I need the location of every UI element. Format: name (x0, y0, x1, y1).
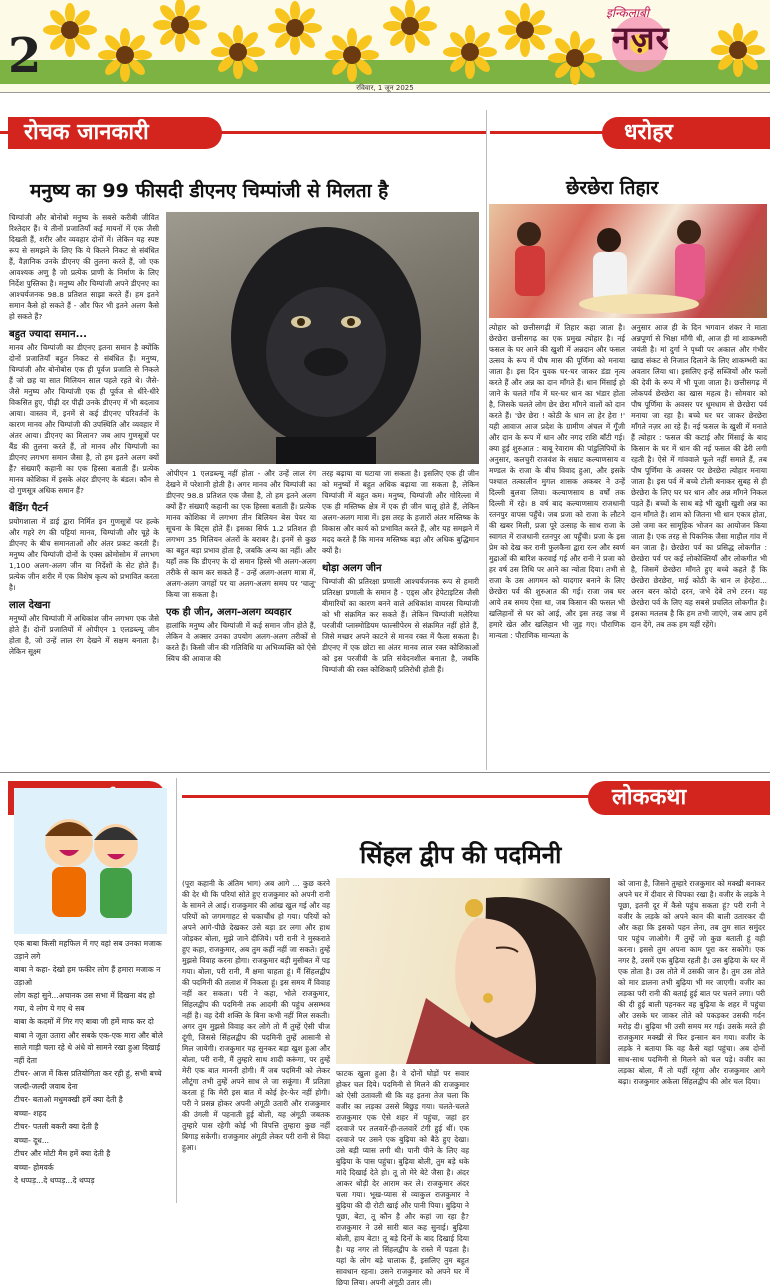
paragraph-col3-b: चिम्पांजी की प्रतिरक्षा प्रणाली आश्चर्यजनक रूप से हमारी प्रतिरक्षा प्रणाली के समान है - एड्स और हेपेटाइटिस जैसी बीमारियों का कारण बनने वाले अधिकांश वायरस चिम्पांजी को भी संक्रमित कर सकते हैं। लेकिन चिम्पांजी मलेरिया परजीवी प्लास्मोडियम फाल्सीपेरम से संक्रमित नहीं होते हैं, जिसे मच्छर अपने काटने से मानव रक्त में फैला सकता है। डीएनए में एक छोटा सा अंतर मानव लाल रक्त कोशिकाओं को इस परजीवी के प्रति संवेदनशील बनाता है, जबकि चिम्पांजी की रक्त कोशिकाएँ प्रतिरोधी होती हैं। (322, 577, 479, 674)
article-headline-chimp: मनुष्य का 99 फीसदी डीएनए चिम्पांजी से मिलता है (30, 180, 389, 202)
article-column-2 (166, 468, 316, 764)
joke-line: बच्चा- होमवर्क (14, 1162, 54, 1172)
story-column-1: (पूरा कहानी के अंतिम भाग) अब आगे ... कुछ करने की देर थी कि परियां सोते हुए राजकुमार को अपनी रानी के सामने ले आई। राजकुमार की आंख खुल गई और वह परियों को जगमगाहट से चकाचौंध हो गया। परियों को अपने आगे-पीछे देखकर उसे बड़ा डर लगा और हाथ जोड़कर बोला, मुझे जाने दीजिये। परी रानी ने मुस्कराते हुए कहा, राजकुमार, अब तुम कहीं नहीं जा सकते। तुम्हें मुझसे विवाह करना होगा। राजकुमार बड़ी मुसीबत में पड़ गया। बोला, परी रानी, मैं क्षमा चाहता हूं। मैं सिंहलद्वीप की पदमिनी की तलाश में निकला हूं। इस समय मैं विवाह नहीं कर सकता। परी ने कहा, भोले राजकुमार, सिंहलद्वीप की पदमिनी तक आदमी की पहुंच असम्भव नहीं है। वह देवी शक्ति के बिना कभी नहीं मिल सकती। अगर तुम मुझसे विवाह कर लोगे तो मैं तुम्हें ऐसी चीज दूंगी, जिससे सिंहलद्वीप की पदमिनी तुम्हें आसानी से मिल जायेगी। राजकुमार यह सुनकर बड़ा खुश हुआ और बोला, परी रानी, मैं तुम्हारे साथ शादी करूंगा, पर तुम्हें मेरी एक बात माननी होगी। मैं जब पदमिनी को लेकर लौटूंगा तभी तुम्हें अपने साथ ले जा सकूंगा। मैं प्रतिज्ञा करता हूं कि मेरी इस बात में कोई हेर-फेर नहीं होगी। परी ने प्रसन्न होकर अपनी अंगूठी उतारी और राजकुमार की उंगली में पहनाती हुई बोली, यह अंगूठी जबतक तुम्हारे पास रहेगी कोई भी विपत्ति तुम्हारा कुछ नहीं बिगाड़ सकेगी। राजकुमार अंगूठी लेकर परी रानी से विदा हुआ। (182, 879, 330, 1152)
brand-tagline: इन्किलाबी (606, 6, 649, 20)
story-headline: सिंहल द्वीप की पदमिनी (360, 841, 562, 869)
joke-line: बाबा ने कहा- देखो हम फकीर लोग हैं हमारा मजाक न उड़ाओ (14, 965, 161, 987)
section-ribbon-lokkatha: लोककथा (588, 781, 770, 815)
festival-photo (489, 204, 767, 318)
joke-line: बाबा के कदमों में गिर गए बाबा जी हमें माफ कर दो (14, 1017, 154, 1026)
joke-line: टीचर- पतली बकरी क्या देती है (14, 1122, 99, 1131)
padmini-painting (336, 878, 610, 1064)
joke-line: बच्चा- शहद (14, 1108, 47, 1118)
kids-cartoon (14, 788, 167, 934)
subhead-banding: बैंडिंग पैटर्न (9, 503, 49, 514)
brand-logo: नज़र (612, 19, 670, 57)
section-ribbon-dharohar: धरोहर (602, 117, 770, 149)
dharohar-column-2: अनुसार आज ही के दिन भगवान शंकर ने माता अन्नपूर्णा से भिक्षा माँगी थी, आज ही मां शाकम्भरी जयंती है। मां दुर्गा ने पृथ्वी पर अकाल और गंभीर खाद्य संकट से निजात दिलाने के लिए शाकम्भरी का अवतार लिया था। इसलिए इन्हें सब्जियों और फलों की देवी के रूप में भी पूजा जाता है। छत्तीसगढ़ में लोकपर्व छेरछेरा का खास महत्व है। सोमवार को पौष पूर्णिमा के अवसर पर धूमधाम से छेरछेरा पर्व मनाया जा रहा है। बच्चे घर घर जाकर छेरछेरा माँगते नज़र आ रहे हैं। नई फसल के खुशी में मनाते हैं त्योहार : फसल की कटाई और मिंसाई के बाद किसान के घर में धान की नई फसल की ढेरी लगी रहती है। ऐसे में गांववाले फूले नहीं समाते हैं, तब पौष पूर्णिमा के अवसर पर छेरछेरा त्योहार मनाया जाता है। इस पर्व में बच्चे टोली बनाकर सुबह से ही छेरछेरा के लिए घर घर धान और अन्न माँगने निकल पड़ते हैं। बच्चों के साथ बड़े भी खुशी खुशी अन्न का दान माँगते हैं। शाम को जितना भी धान एकत्र होता, उसे जमा कर सामूहिक भोजन का आयोजन किया जाता है। एक तरह से पिकनिक जैसा माहौल गांव में बन जाता है। छेरछेरा पर्व का प्रसिद्ध लोकगीत : छेरछेरा पर्व पर कई लोकोक्तियाँ और लोकगीत भी है, जिसमें छेरछेरा माँगते हुए बच्चे कहते हैं कि छेरछेरा छेरछेरा, माई कोठी के धान ल हेरहेरा... अरन बरन कोदो दरन, जभे देबे तभे टरन। यह छेरछेरा पर्व के लिए यह सबसे प्रचलित लोकगीत है। इसका मतलब है कि हम तभी जाएंगे, जब आप हमें दान देंगे, तब तक हम यहीं रहेंगे। (631, 323, 767, 629)
paragraph-lal: मनुष्यों और चिम्पांजी में अधिकांश जीन लगभग एक जैसे होते हैं। दोनों प्रजातियों में ओपीएन 1 एलडब्ल्यू जीन होता है, जो उन्हें लाल रंग देखने में सक्षम बनाता है। लेकिन सूक्ष्म (9, 614, 159, 656)
joke-line: लोग कहां सुने...अचानक उस सभा में दिखना बंद हो गया, ये लोग ये गए थे सब (14, 991, 155, 1013)
joke-line: एक बाबा किसी महफिल में गए वहां सब उनका मजाक उड़ाने लगे (14, 939, 162, 961)
dharohar-column-1: त्योहार को छत्तीसगढ़ी में तिहार कहा जाता है। छेरछेरा छत्तीसगढ़ का एक प्रमुख त्योहार है। नई फसल के घर आने की खुशी में अन्नदान और फसल उत्सव के रूप में पौष मास की पूर्णिमा को मनाया जाता है। इस दिन युवक घर-घर जाकर डंडा नृत्य करते हैं और अन्न का दान माँगते हैं। धान मिंसाई हो जाने के चलते गाँव में घर-घर धान का भंडार होता है, जिसके चलते लोग छेर छेरा माँगने वालों को दान करते हैं। 'छेर छेरा ! कोठी के धान ला हेर हेरा !' यही आवाज आज प्रदेश के ग्रामीण अंचल में गूँजी और दान के रूप में धान और नगद राशि बाँटी गई। क्या हुई शुरुआत : बाबू रेवाराम की पांडुलिपियों के अनुसार, कलचुरी राजवंश के सम्राट कल्याणसाय व मण्डल के राजा के बीच विवाद हुआ, और इसके पश्चात तत्कालीन मुगल शासक अकबर ने उन्हें दिल्ली बुलवा लिया। कल्याणसाय 8 वर्षों तक दिल्ली में रहे। 8 वर्ष बाद कल्याणसाय राजधानी रतनपुर वापस पहुँचे। जब प्रजा को राजा के लौटने की खबर मिली, प्रजा पूरे उत्साह के साथ राजा के स्वागत में राजधानी रतनपुर आ पहुँची। प्रजा के इस प्रेम को देख कर रानी फुलकैना द्वारा रत्न और स्वर्ण मुद्राओं की बारिश करवाई गई और रानी ने प्रजा को हर वर्ष उस तिथि पर आने का न्योता दिया। तभी से राजा के उस आगमन को यादगार बनाने के लिए छेरछेरा पर्व की शुरुआत की गई। राजा जब घर आये तब समय ऐसा था, जब किसान की फसल भी खलिहानों से घर को आई, और इस तरह जश्न में हमारे खेत और खलिहान भी जुड़ गए। पौराणिक मान्यता : पौराणिक मान्यता के (489, 323, 625, 640)
story-column-2: फाटक खुला हुआ है। वे दोनों घोड़ों पर सवार होकर चल दिये। पदमिनी से मिलने की राजकुमार को ऐसी उतावली थी कि वह इतना तेज चला कि वजीर का लड़का उससे बिछुड़ गया। चलते-चलते राजकुमार एक ऐसे शहर में पहुंचा, जहां हर दरवाजे पर तलवारें-ही-तलवारें टंगी हुई थीं। एक दरवाजे पर उसने एक बुढ़िया को बैठे हुए देखा। उसे बड़ी प्यास लगी थी। पानी पीने के लिए वह बुढ़िया के पास पहुंचा। बुढ़िया बोली, तुम बड़े थके मांदे दिखाई देते हो। तू तो मेरे बेटे जैसा है। अंदर आकर थोड़ी देर आराम कर ले। राजकुमार अंदर चला गया। भूख-प्यास से व्याकुल राजकुमार ने बुढ़िया की दी रोटी खाई और पानी पिया। बुढ़िया ने पूछा, बेटा, तू कौन है और कहां जा रहा है? राजकुमार ने उसे सारी बात कह सुनाई। बुढ़िया बोली, हाय बेटा! तू बड़े दिनों के बाद दिखाई दिया है। यह नगर तो सिंहलद्वीप के रास्ते में पड़ता है। यहां के लोग बड़े चालाक हैं, इसलिए तुम बहुत सावधान रहना। उसने राजकुमार को अपने घर में छिपा लिया। अपनी अंगूठी उतार ली। (336, 1069, 469, 1287)
subhead-very-similar: बहुत ज्यादा समान... (9, 329, 87, 340)
joke-line: टीचर- बताओ मधुमक्खी हमें क्या देती है (14, 1095, 123, 1104)
queen-portrait-icon (336, 878, 610, 1064)
laughing-kids-icon (14, 788, 167, 934)
article-intro: चिम्पांजी और बोनोबो मनुष्य के सबसे करीबी जीवित रिश्तेदार हैं। ये तीनों प्रजातियाँ कई मायनों में एक जैसी दिखती हैं, शरीर और व्यवहार दोनों में। लेकिन यह स्पष्ट रूप से समझने के लिए कि ये कितने निकट से संबंधित हैं, वैज्ञानिक उनके डीएनए की तुलना करते हैं, जो एक आवश्यक अणु है जो प्रत्येक प्राणी के निर्माण के लिए निर्देश पुस्तिका है। मनुष्य और चिम्पांजी अपने डीएनए का आश्चर्यजनक 98.8 प्रतिशत साझा करते हैं। हम इतने समान कैसे हो सकते हैं - और फिर भी इतने अलग कैसे हो सकते हैं? (9, 213, 159, 321)
column-divider (176, 778, 177, 1203)
paragraph-col3-a: तरह बढ़ाया या घटाया जा सकता है। इसलिए एक ही जीन को मनुष्यों में बहुत अधिक बढ़ाया जा सकता है, लेकिन चिम्पांजी में बहुत कम। मनुष्य, चिम्पांजी और गोरिल्ला में एक ही मस्तिष्क क्षेत्र में एक ही जीन चालू होते हैं, लेकिन अलग-अलग मात्रा में। इस तरह के हजारों अंतर मस्तिष्क के विकास और कार्य को प्रभावित करते हैं, और यह समझने में मदद करते हैं कि मानव मस्तिष्क बड़ा और अधिक बुद्धिमान क्यों है। (322, 469, 479, 555)
dateline: रविवार, 1 जून 2025 (0, 84, 770, 93)
paragraph-very-similar: मानव और चिम्पांजी का डीएनए इतना समान है क्योंकि दोनों प्रजातियाँ बहुत निकट से संबंधित हैं। मनुष्य, चिम्पांजी और बोनोबोस एक ही पूर्वज प्रजाति से निकले हैं जो छह या सात मिलियन साल पहले रहते थे। जैसे-जैसे मनुष्य और चिम्पांजी एक ही पूर्वज से धीरे-धीरे विकसित हुए, पीढ़ी दर पीढ़ी उनके डीएनए में भी बदलाव आया। वास्तव में, इनमें से कई डीएनए परिवर्तनों के कारण मानव और चिम्पांजी की उपस्थिति और व्यवहार में अंतर आया। डीएनए का मिलान? जब आप गुणसूत्रों पर बैंड की तुलना करते हैं, तो मानव और चिम्पांजी का डीएनए लगभग समान जैसा है, तो हम इतने अलग क्यों हैं? संख्याएँ कहानी का एक हिस्सा बताती हैं। प्रत्येक मानव कोशिका में इसके अंदर डीएनए के बंडल। कौन से दो गुणसूत्र अधिक समान हैं? (9, 343, 159, 495)
joke-line: टीचर और मोटी मैम हमें क्या देती है (14, 1149, 111, 1158)
paragraph-col2-a: ओपीएन 1 एलडब्ल्यू नहीं होता - और उन्हें लाल रंग देखने में परेशानी होती है। अगर मानव और चिम्पांजी का डीएनए 98.8 प्रतिशत एक जैसा है, तो हम इतने अलग क्यों हैं? संख्याएँ कहानी का एक हिस्सा बताती हैं। प्रत्येक मानव कोशिका में लगभग तीन बिलियन बेस पेयर या सूचना के बिट्स होते हैं। इसका सिर्फ 1.2 प्रतिशत ही लगभग 35 मिलियन अंतरों के बराबर है। इनमें से कुछ का बहुत बड़ा प्रभाव होता है, जबकि अन्य का नहीं। और यहाँ तक कि डीएनए के दो समान हिस्से भी अलग-अलग तरीके से काम कर सकते हैं - उन्हें अलग-अलग मात्रा में, अलग-अलग जगहों पर या अलग-अलग समय पर 'चालू' किया जा सकता है। (166, 469, 316, 599)
joke-line: बाबा ने जूता उतारा और सबके एक-एक मारा और बोले साले गाड़ी चला रहे थे अंधे वो सामने रखा हुआ दिखाई नहीं देता (14, 1030, 163, 1065)
gorilla-photo (166, 212, 479, 464)
joke-line: बच्चा- दूध... (14, 1135, 50, 1145)
subhead-lal: लाल देखना (9, 600, 51, 611)
joke-line: टीचर- आज में किस प्रतियोगिता कर रही हूं, सभी बच्चे जल्दी-जल्दी जवाब देना (14, 1069, 162, 1091)
masthead (0, 0, 770, 92)
paragraph-col2-b: हालांकि मनुष्य और चिम्पांजी में कई समान जीन होते हैं, लेकिन वे अक्सर उनका उपयोग अलग-अलग तरीकों से करते हैं। किसी जीन की गतिविधि या अभिव्यक्ति को ऐसे स्विच की आवाज की (166, 621, 316, 663)
subhead-different-gene: थोड़ा अलग जीन (322, 563, 382, 574)
paragraph-banding: प्रयोगशाला में डाई द्वारा निर्मित इन गुणसूत्रों पर हल्के और गहरे रंग की पट्टियां मानव, चिम्पांजी और चूहे के डीएनए के बीच समानताओं और अंतर प्रकट करती हैं। मनुष्य और चिम्पांजी दोनों के एक्स क्रोमोसोम में लगभग 1,100 अलग-अलग जीन या निर्देशों के सेट होते हैं। प्रत्येक जीन शरीर में एक विशेष कृत्य को प्रभावित करता है। (9, 517, 159, 592)
article-column-1 (9, 212, 159, 764)
story-column-3: को जाना है, जिसने तुम्हारे राजकुमार को मक्खी बनाकर अपने घर में दीवार से चिपका रखा है। वजीर के लड़के ने पूछा, इतनी दूर में कैसे पहुंच सकता हूं? परी रानी ने वजीर के लड़के को अपने कान की बाली उतारकर दी और कहा कि इसको पहन लेना, तब तुम सात समुंदर पार पहुंच जाओगे। मैं तुम्हें जो कुछ बताती हूं वही करना। इससे तुम अपना काम पूरा कर सकोगे। एक नगर है, उसमें एक बुढ़िया रहती है। उस बुढ़िया के घर में एक तोता है। उस तोते में उसकी जान है। तुम उस तोते को मार डालना तभी बुढ़िया भी मर जाएगी। वजीर का लड़का परी रानी की बताई हुई बात पर चलने लगा। परी की दी हुई बाली पहनकर वह बुढ़िया के शहर में पहुंचा और उसके घर जाकर तोते को पकड़कर उसकी गर्दन मरोड़ दी। बुढ़िया भी उसी समय मर गई। उसके मरते ही राजकुमार मक्खी से फिर इन्सान बन गया। वजीर के लड़के ने बताया कि वह कैसे यहां पहुंचा। अब दोनों साथ-साथ पदमिनी से मिलने को चल पड़े। वजीर का लड़का बोला, मैं तो यहीं रहूंगा और राजकुमार आगे बढ़ा। राजकुमार अकेला सिंहलद्वीप की ओर चल दिया। (618, 879, 765, 1086)
page-number: 2 (8, 28, 42, 84)
article-column-3 (322, 468, 479, 764)
gorilla-icon (166, 212, 479, 464)
article-headline-chherchhera: छेरछेरा तिहार (566, 177, 659, 199)
joke-line: दे थप्पड़...दे थप्पड़...दे थप्पड़ (14, 1176, 95, 1185)
column-divider (486, 110, 487, 770)
jokes-list (14, 938, 170, 1202)
subhead-same-genes: एक ही जीन, अलग-अलग व्यवहार (166, 607, 292, 618)
people-icon (489, 204, 767, 318)
section-ribbon-rochak: रोचक जानकारी (8, 117, 222, 149)
section-divider (0, 772, 770, 773)
